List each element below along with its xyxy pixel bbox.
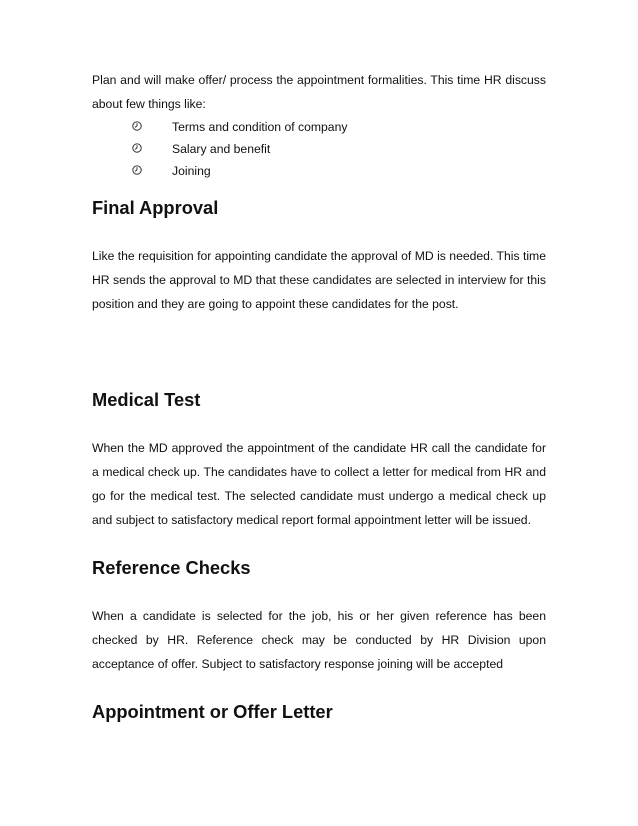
document-page	[92, 68, 546, 724]
clock-icon	[132, 121, 142, 131]
list-item	[92, 160, 546, 182]
final-approval-paragraph: Like the requisition for appointing candidate the approval of MD is needed. This time HR sends the approval to MD that these candidates are selected in interview for this position and they are going to appoint these candidates for the post.	[92, 249, 546, 311]
clock-icon	[132, 143, 142, 153]
list-item	[92, 116, 546, 138]
list-item	[92, 138, 546, 160]
reference-checks-paragraph: When a candidate is selected for the job, his or her given reference has been checked by HR. Reference check may be conducted by HR Division upon acceptance of offer. Subject to satisfactory response joining will be accepted	[92, 609, 546, 671]
bullet-list	[92, 116, 546, 182]
spacer	[92, 580, 546, 604]
bullet-text: Joining	[172, 164, 211, 178]
heading-medical-test: Medical Test	[92, 389, 201, 410]
clock-icon	[132, 165, 142, 175]
spacer	[92, 182, 546, 196]
intro-paragraph: Plan and will make offer/ process the appointment formalities. This time HR discuss about few things like:	[92, 73, 546, 111]
heading-final-approval: Final Approval	[92, 197, 219, 218]
heading-reference-checks: Reference Checks	[92, 557, 251, 578]
heading-appointment-letter: Appointment or Offer Letter	[92, 701, 333, 722]
spacer	[92, 412, 546, 436]
spacer	[92, 532, 546, 556]
spacer	[92, 676, 546, 700]
bullet-text: Terms and condition of company	[172, 120, 348, 134]
bullet-text: Salary and benefit	[172, 142, 271, 156]
spacer	[92, 316, 546, 388]
spacer	[92, 220, 546, 244]
medical-test-paragraph: When the MD approved the appointment of the candidate HR call the candidate for a medical check up. The candidates have to collect a letter for medical from HR and go for the medical test. The selected candidate must undergo a medical check up and subject to satisfactory medical report formal appointment letter will be issued.	[92, 441, 546, 527]
